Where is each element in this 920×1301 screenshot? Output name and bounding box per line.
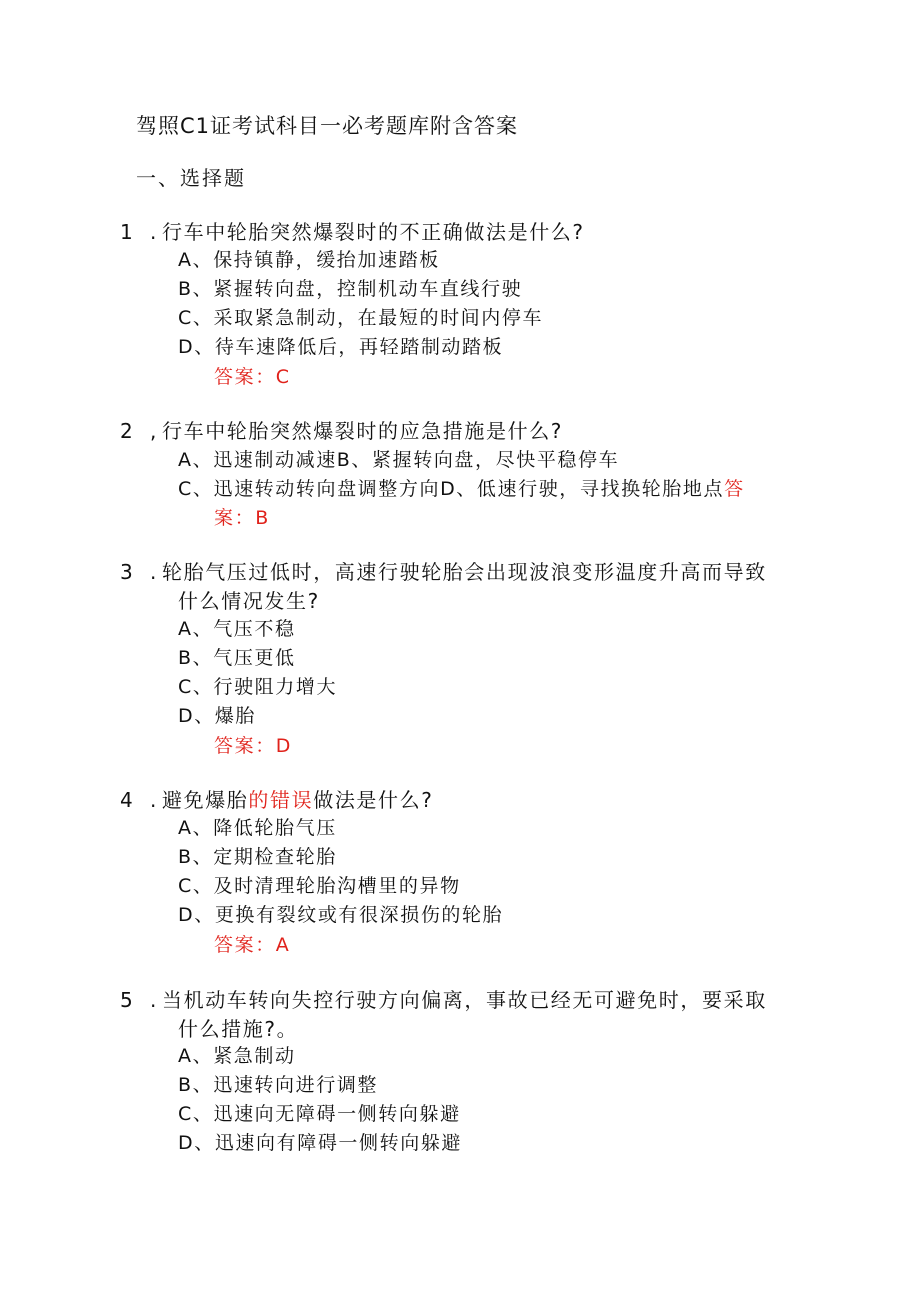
option-d: D、更换有裂纹或有很深损伤的轮胎	[178, 904, 504, 926]
question-3	[120, 556, 767, 585]
document-title: 驾照C1证考试科目一必考题库附含答案	[136, 114, 519, 138]
option-a: A、气压不稳	[178, 618, 296, 640]
option-b: B、迅速转向进行调整	[178, 1074, 379, 1096]
answer-3: 答案：D	[214, 735, 293, 757]
question-number: 3	[120, 560, 135, 584]
option-d: D、迅速向有障碍一侧转向躲避	[178, 1132, 463, 1154]
question-punct: .	[150, 560, 158, 584]
question-text-highlight: 的错误	[248, 788, 314, 812]
answer-2-part1: 答	[724, 478, 745, 500]
option-a: A、紧急制动	[178, 1045, 296, 1067]
question-punct: .	[150, 788, 158, 812]
question-text: 避免爆胎	[162, 788, 249, 812]
question-punct: .	[150, 220, 158, 244]
question-5-continued: 什么措施?。	[178, 1017, 299, 1041]
option-c: C、行驶阻力增大	[178, 676, 338, 698]
question-number: 1	[120, 220, 135, 244]
question-punct: .	[150, 988, 158, 1012]
question-1	[120, 216, 585, 245]
question-5	[120, 984, 767, 1013]
question-text: 轮胎气压过低时，高速行驶轮胎会出现波浪变形温度升高而导致	[162, 560, 767, 584]
answer-1: 答案：C	[214, 366, 291, 388]
question-text: 当机动车转向失控行驶方向偏离，事故已经无可避免时，要采取	[162, 988, 767, 1012]
option-b: B、气压更低	[178, 647, 296, 669]
options-cd-text: C、迅速转动转向盘调整方向D、低速行驶，寻找换轮胎地点	[178, 478, 725, 500]
question-number: 4	[120, 788, 135, 812]
question-3-continued: 什么情况发生?	[178, 589, 320, 613]
section-heading: 一、选择题	[136, 166, 246, 190]
question-number: 2	[120, 419, 135, 443]
answer-4: 答案：A	[214, 934, 291, 956]
question-4	[120, 784, 433, 813]
option-a: A、保持镇静，缓抬加速踏板	[178, 249, 440, 271]
question-text-end: 做法是什么?	[313, 788, 434, 812]
question-text: 行车中轮胎突然爆裂时的应急措施是什么?	[162, 419, 564, 443]
answer-2: 案：B	[214, 507, 270, 529]
option-b: B、定期检查轮胎	[178, 846, 337, 868]
options-cd	[178, 474, 745, 501]
question-number: 5	[120, 988, 135, 1012]
options-ab: A、迅速制动减速B、紧握转向盘，尽快平稳停车	[178, 449, 620, 471]
option-d: D、爆胎	[178, 705, 257, 727]
question-2	[120, 415, 563, 444]
option-c: C、迅速向无障碍一侧转向躲避	[178, 1103, 461, 1125]
option-c: C、及时清理轮胎沟槽里的异物	[178, 875, 461, 897]
question-text: 行车中轮胎突然爆裂时的不正确做法是什么?	[162, 220, 585, 244]
option-a: A、降低轮胎气压	[178, 817, 337, 839]
option-d: D、待车速降低后，再轻踏制动踏板	[178, 336, 504, 358]
option-b: B、紧握转向盘，控制机动车直线行驶	[178, 278, 523, 300]
question-punct: ,	[150, 419, 158, 443]
option-c: C、采取紧急制动，在最短的时间内停车	[178, 307, 544, 329]
